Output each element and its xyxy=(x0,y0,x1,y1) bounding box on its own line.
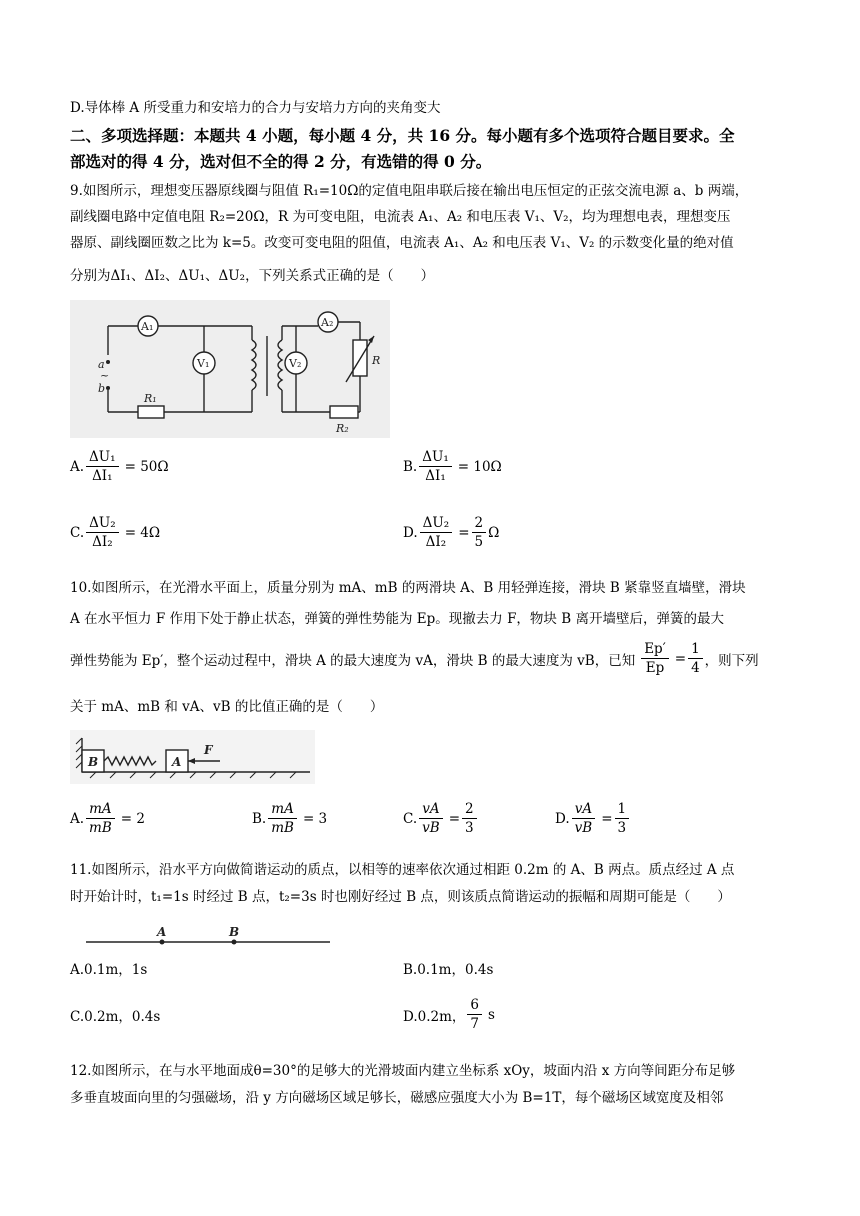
q9-terminal-b-label: b xyxy=(98,382,106,395)
q11-option-a[interactable]: A.0.1m，1s xyxy=(70,962,148,978)
q9-variable-resistor-label: R xyxy=(372,354,381,367)
q10-option-d[interactable]: D. $\frac{vA}{vB}$ = $\frac{1}{3}$ xyxy=(555,800,631,837)
q9-voltmeter-v1-label: V₁ xyxy=(197,357,210,370)
q10-block-b-label: B xyxy=(88,755,99,769)
q11-option-d[interactable]: D.0.2m， $\frac{6}{7}$ s xyxy=(403,997,495,1032)
q11-text-line1: 11.如图所示，沿水平方向做简谐运动的质点，以相等的速率依次通过相距 0.2m 的 A、B 两点。质点经过 A 点 xyxy=(70,862,735,878)
q10-text-line1: 10.如图所示，在光滑水平面上，质量分别为 mA、mB 的两滑块 A、B 用轻弹连接，滑块 B 紧靠竖直墙壁，滑块 xyxy=(70,580,746,596)
q10-option-a[interactable]: A. $\frac{mA}{mB}$ = 2 xyxy=(70,801,145,836)
q11-option-b[interactable]: B.0.1m，0.4s xyxy=(403,962,494,978)
q10-force-f-label: F xyxy=(204,743,213,757)
q9-ammeter-a1-label: A₁ xyxy=(141,320,154,333)
q9-option-d[interactable]: D. $\frac{\text{ΔU₂}}{\text{ΔI₂}}$ = $\frac{2}{5}$ Ω xyxy=(403,515,500,550)
section-2-heading-line2: 部选对的得 4 分，选对但不全的得 2 分，有选错的得 0 分。 xyxy=(70,152,492,171)
q11-point-b-label: B xyxy=(229,925,240,939)
q10-text-line4: 关于 mA、mB 和 vA、vB 的比值正确的是（ ） xyxy=(70,699,384,715)
q11-option-c[interactable]: C.0.2m，0.4s xyxy=(70,1009,161,1025)
q9-resistor-r1-label: R₁ xyxy=(144,392,157,405)
q10-text-line2: A 在水平恒力 F 作用下处于静止状态，弹簧的弹性势能为 Ep。现撤去力 F，物块 B 离开墙壁后，弹簧的最大 xyxy=(70,611,724,627)
q9-ac-source-symbol: ~ xyxy=(100,369,110,382)
q9-circuit-figure xyxy=(70,300,390,438)
q9-voltmeter-v2-label: V₂ xyxy=(289,357,302,370)
q12-text-line1: 12.如图所示，在与水平地面成θ=30°的足够大的光滑坡面内建立坐标系 xOy，坡面内沿 x 方向等间距分布足够 xyxy=(70,1063,736,1079)
q9-ammeter-a2-label: A₂ xyxy=(321,316,334,329)
q8-option-d: D.导体棒 A 所受重力和安培力的合力与安培力方向的夹角变大 xyxy=(70,100,441,116)
q12-text-line2: 多垂直坡面向里的匀强磁场，沿 y 方向磁场区域足够长，磁感应强度大小为 B=1T，每个磁场区域宽度及相邻 xyxy=(70,1090,724,1106)
q9-text-line3: 器原、副线圈匝数之比为 k=5。改变可变电阻的阻值，电流表 A₁、A₂ 和电压表 V₁、V₂ 的示数变化量的绝对值 xyxy=(70,235,734,251)
q10-option-b[interactable]: B. $\frac{mA}{mB}$ = 3 xyxy=(252,801,328,836)
q9-text-line4: 分别为ΔI₁、ΔI₂、ΔU₁、ΔU₂，下列关系式正确的是（ ） xyxy=(70,268,435,284)
q10-spring-block-figure xyxy=(70,730,315,784)
section-2-heading-line1: 二、多项选择题：本题共 4 小题，每小题 4 分，共 16 分。每小题有多个选项符合题目要求。全 xyxy=(70,126,735,145)
q9-terminal-a-label: a xyxy=(98,358,105,371)
q9-option-a[interactable]: A. $\frac{\text{ΔU₁}}{\text{ΔI₁}}$ = 50Ω xyxy=(70,449,169,484)
q9-resistor-r2-label: R₂ xyxy=(336,422,349,435)
q9-option-c[interactable]: C. $\frac{\text{ΔU₂}}{\text{ΔI₂}}$ = 4Ω xyxy=(70,515,161,550)
q11-text-line2: 时开始计时，t₁=1s 时经过 B 点，t₂=3s 时也刚好经过 B 点，则该质点简谐运动的振幅和周期可能是（ ） xyxy=(70,889,731,905)
q11-point-a-label: A xyxy=(157,925,167,939)
q11-line-figure xyxy=(80,918,335,948)
q10-block-a-label: A xyxy=(172,755,182,769)
q9-text-line1: 9.如图所示，理想变压器原线圈与阻值 R₁=10Ω的定值电阻串联后接在输出电压恒定的正弦交流电源 a、b 两端， xyxy=(70,183,749,199)
q10-option-c[interactable]: C. $\frac{vA}{vB}$ = $\frac{2}{3}$ xyxy=(403,800,479,837)
q9-text-line2: 副线圈电路中定值电阻 R₂=20Ω，R 为可变电阻，电流表 A₁、A₂ 和电压表 V₁、V₂，均为理想电表，理想变压 xyxy=(70,209,731,225)
q9-option-b[interactable]: B. $\frac{\text{ΔU₁}}{\text{ΔI₁}}$ = 10Ω xyxy=(403,449,502,484)
q10-text-line3: 弹性势能为 Ep′，整个运动过程中，滑块 A 的最大速度为 vA，滑块 B 的最大速度为 vB，已知 $\frac{Ep'}{Ep}$ = $\frac{1}{4}$ ，则下列 xyxy=(70,641,759,676)
